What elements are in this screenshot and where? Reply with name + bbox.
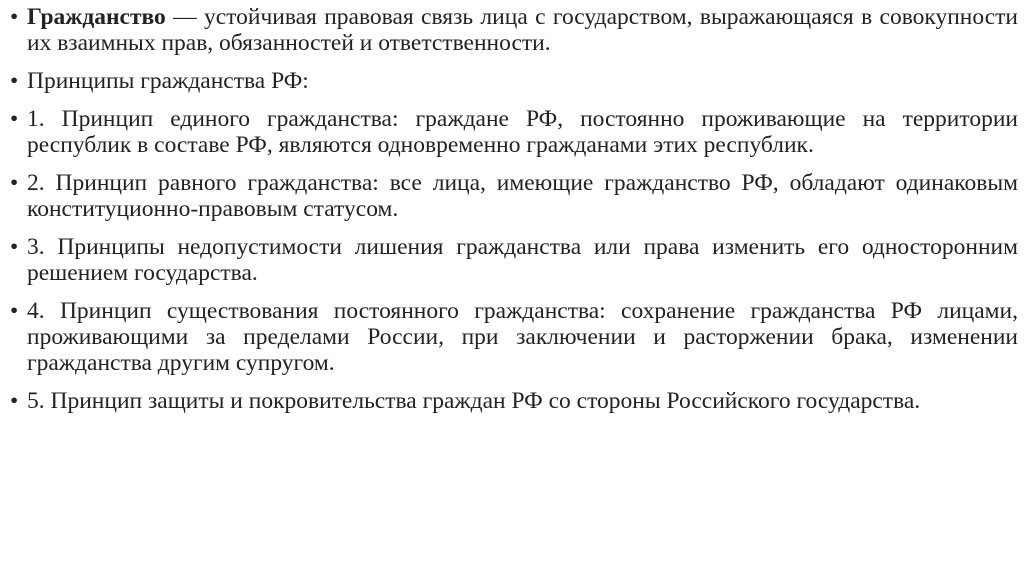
bullet-marker: • <box>10 170 19 196</box>
bullet-item-principles-heading <box>10 68 1018 94</box>
bullet-item-principle-2 <box>10 170 1018 222</box>
bullet-item-principle-1 <box>10 106 1018 158</box>
bullet-item-principle-3 <box>10 234 1018 286</box>
bullet-text <box>27 4 1018 56</box>
bullet-marker: • <box>10 388 19 414</box>
principle-1-text: 1. Принцип единого гражданства: граждане РФ, постоянно проживающие на территории республик в составе РФ, являются одновременно гражданами этих республик. <box>27 106 1018 158</box>
term-citizenship: Гражданство <box>27 4 166 30</box>
bullet-item-principle-5 <box>10 388 1018 414</box>
bullet-item-definition <box>10 4 1018 56</box>
bullet-marker: • <box>10 298 19 324</box>
principles-heading-text: Принципы гражданства РФ: <box>27 68 309 94</box>
principle-5-text: 5. Принцип защиты и покровительства граждан РФ со стороны Российского государства. <box>27 388 921 414</box>
bullet-marker: • <box>10 68 19 94</box>
bullet-marker: • <box>10 106 19 132</box>
principle-2-text: 2. Принцип равного гражданства: все лица, имеющие гражданство РФ, обладают одинаковым конституционно-правовым статусом. <box>27 170 1018 222</box>
bullet-marker: • <box>10 234 19 260</box>
bullet-marker: • <box>10 4 19 30</box>
bullet-item-principle-4 <box>10 298 1018 376</box>
principle-3-text: 3. Принципы недопустимости лишения гражданства или права изменить его односторонним решением государства. <box>27 234 1018 286</box>
bullet-list <box>10 4 1018 426</box>
definition-text: — устойчивая правовая связь лица с государством, выражающаяся в совокупности их взаимных прав, обязанностей и ответственности. <box>27 4 1018 56</box>
principle-4-text: 4. Принцип существования постоянного гражданства: сохранение гражданства РФ лицами, проживающими за пределами России, при заключении и расторжении брака, изменении гражданства другим супругом. <box>27 298 1018 376</box>
